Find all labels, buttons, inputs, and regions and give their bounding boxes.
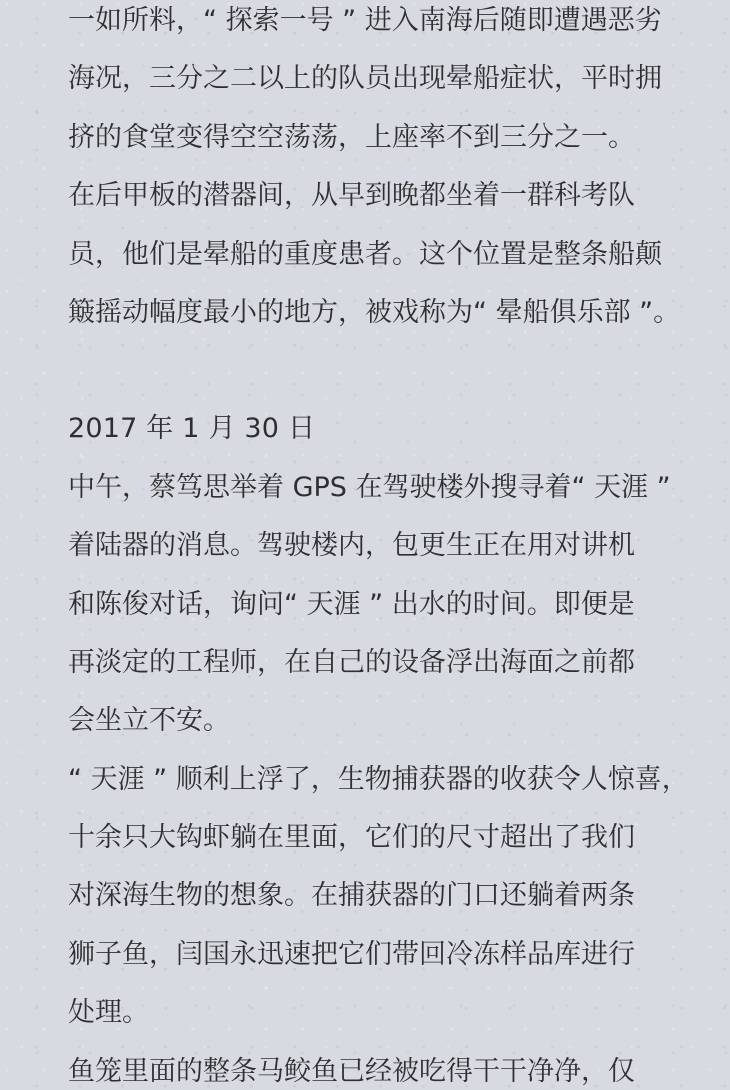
text-line-17: 鱼笼里面的整条马鲛鱼已经被吃得干干净净，仅: [68, 1055, 635, 1087]
text-line-6: 簸摇动幅度最小的地方，被戏称为“ 晕船俱乐部 ”。: [68, 296, 681, 328]
text-line-3: 挤的食堂变得空空荡荡，上座率不到三分之一。: [68, 121, 635, 153]
text-line-10: 再淡定的工程师，在自己的设备浮出海面之前都: [68, 646, 635, 678]
text-line-14: 对深海生物的想象。在捕获器的门口还躺着两条: [68, 880, 635, 912]
text-line-7: 中午，蔡笃思举着 GPS 在驾驶楼外搜寻着“ 天涯 ”: [68, 471, 671, 503]
text-line-5: 员，他们是晕船的重度患者。这个位置是整条船颠: [68, 238, 662, 270]
article-body: [68, 0, 689, 1090]
paragraph-gap: [68, 342, 668, 400]
text-line-9: 和陈俊对话，询问“ 天涯 ” 出水的时间。即便是: [68, 588, 635, 620]
text-line-2: 海况，三分之二以上的队员出现晕船症状，平时拥: [68, 63, 662, 95]
text-line-4: 在后甲板的潜器间，从早到晚都坐着一群科考队: [68, 180, 635, 212]
text-line-11: 会坐立不安。: [68, 705, 230, 737]
text-line-16: 处理。: [68, 997, 149, 1029]
text-line-13: 十余只大钩虾躺在里面，它们的尺寸超出了我们: [68, 822, 635, 854]
text-line-15: 狮子鱼，闫国永迅速把它们带回冷冻样品库进行: [68, 938, 635, 970]
date-heading: 2017 年 1 月 30 日: [68, 413, 316, 445]
text-line-1: 一如所料，“ 探索一号 ” 进入南海后随即遭遇恶劣: [68, 5, 662, 36]
text-line-12: “ 天涯 ” 顺利上浮了，生物捕获器的收获令人惊喜，: [68, 763, 689, 795]
text-line-8: 着陆器的消息。驾驶楼内，包更生正在用对讲机: [68, 530, 635, 562]
